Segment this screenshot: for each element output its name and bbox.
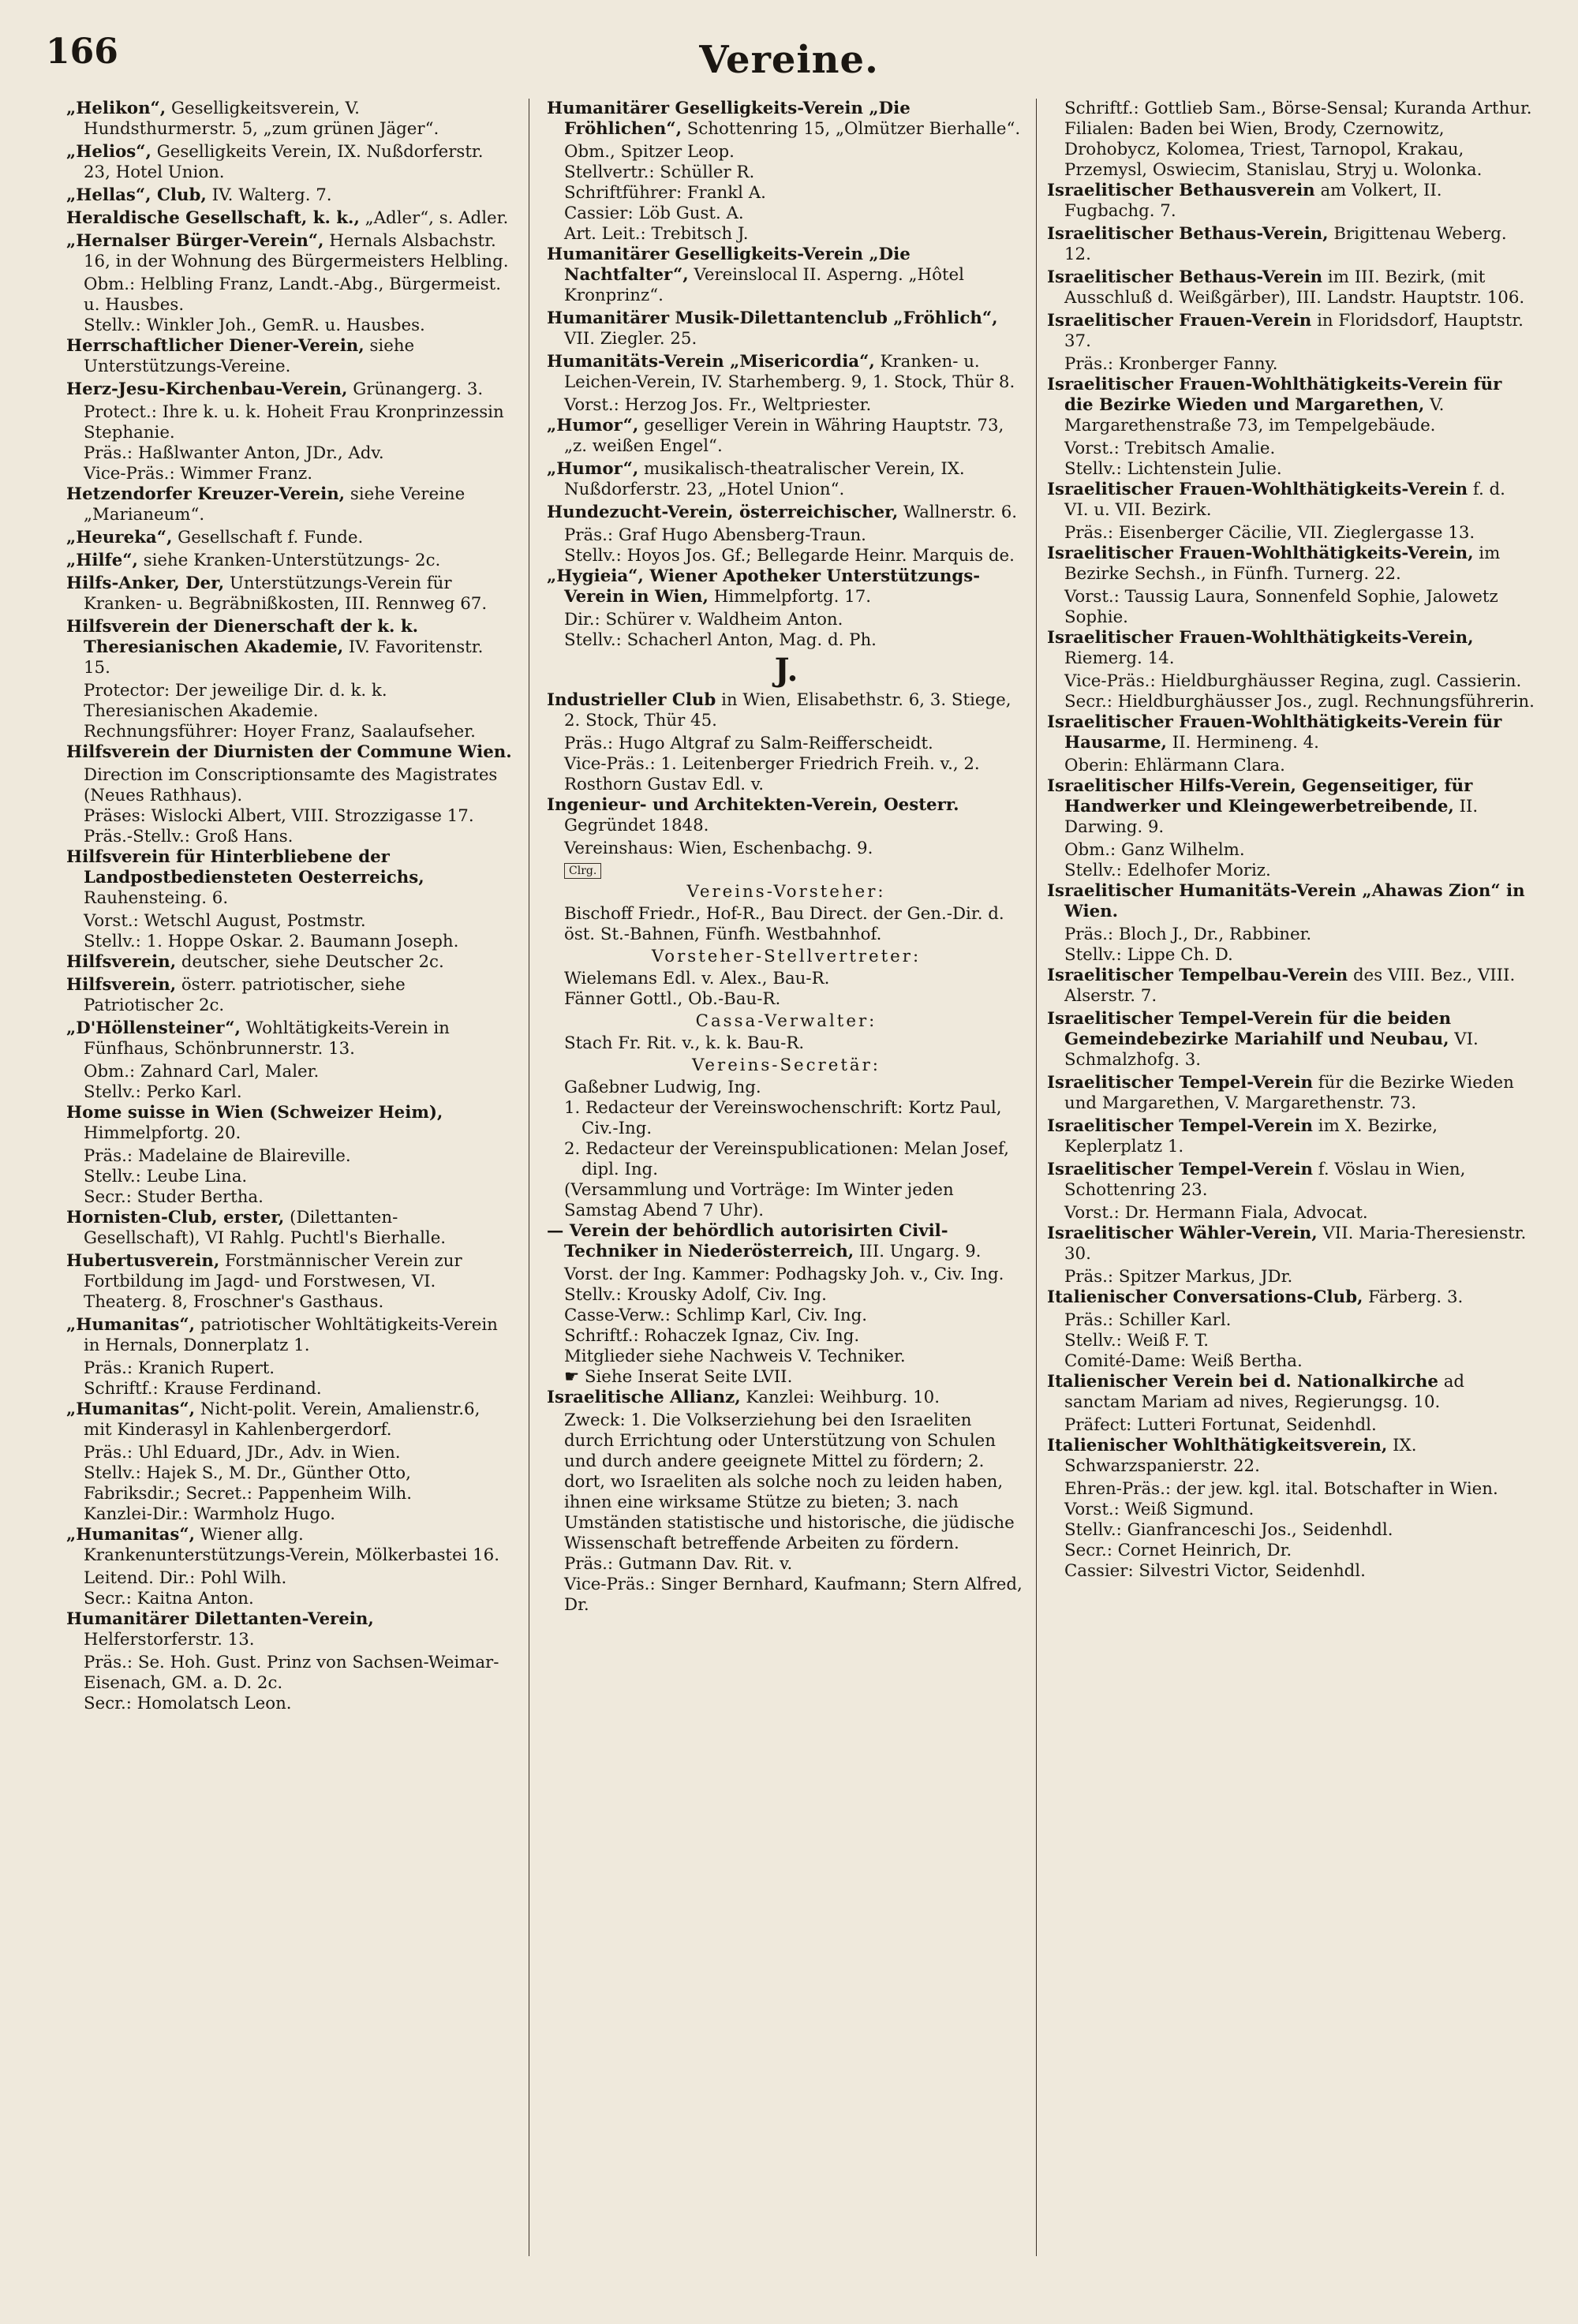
entry-text: f. Vöslau in Wien, Schottenring 23.	[1064, 1160, 1466, 1200]
entry-text: II. Hermineng. 4.	[1166, 733, 1319, 753]
entry-text: für die Bezirke Wieden und Margarethen, V. Margarethenstr. 73.	[1064, 1073, 1514, 1113]
entry-heading: „Hernalser Bürger-Verein“,	[66, 231, 324, 251]
directory-entry	[66, 336, 513, 377]
entry-text: deutscher, siehe Deutscher 2c.	[176, 952, 444, 972]
directory-entry	[547, 416, 1026, 457]
entry-heading: Israelitische Allianz,	[547, 1388, 741, 1407]
directory-entry	[66, 484, 513, 525]
directory-entry	[1047, 267, 1535, 308]
entry-heading: „Humanitas“,	[66, 1525, 196, 1545]
entry-detail: Obm., Spitzer Leop.	[564, 142, 735, 162]
entry-text: im Bezirke Sechsh., in Fünfh. Turnerg. 22.	[1064, 544, 1501, 584]
entry-detail: Oberin: Ehlärmann Clara.	[1064, 756, 1285, 775]
directory-entry	[1047, 480, 1535, 521]
entry-heading: Industrieller Club	[547, 690, 716, 710]
entry-heading: Hetzendorfer Kreuzer-Verein,	[66, 484, 346, 504]
entry-text: V. Margarethenstraße 73, im Tempelgebäude.	[1064, 395, 1445, 435]
directory-entry	[1047, 1073, 1535, 1114]
entry-detail: Präs.: Bloch J., Dr., Rabbiner.	[1064, 925, 1312, 944]
directory-entry	[1047, 1287, 1535, 1308]
entry-detail: Direction im Conscriptionsamte des Magistrates (Neues Rathhaus).	[84, 765, 498, 805]
entry-detail: Stellv.: Gianfranceschi Jos., Seidenhdl.	[1064, 1520, 1393, 1540]
entry-detail: Vorst.: Weiß Sigmund.	[1064, 1500, 1255, 1519]
entry-detail: Gaßebner Ludwig, Ing.	[564, 1078, 761, 1097]
entry-detail: Vice-Präs.: 1. Leitenberger Friedrich Freih. v., 2. Rosthorn Gustav Edl. v.	[564, 754, 980, 794]
entry-heading: „Hilfe“,	[66, 551, 138, 570]
entry-text: „Adler“, s. Adler.	[359, 208, 509, 228]
entry-text: Grünangerg. 3.	[347, 379, 484, 399]
directory-entry	[1047, 776, 1535, 838]
directory-entry	[66, 742, 513, 763]
directory-entry	[66, 1208, 513, 1249]
entry-text: ad sanctam Mariam ad nives, Regierungsg. 10.	[1064, 1372, 1465, 1412]
column-right	[1047, 99, 1535, 2277]
entry-heading: Humanitärer Geselligkeits-Verein „Die Nachtfalter“,	[547, 245, 911, 285]
directory-entry	[547, 795, 1026, 836]
entry-text: Himmelpfortg. 17.	[708, 587, 872, 607]
entry-heading: Humanitärer Dilettanten-Verein,	[66, 1609, 374, 1629]
directory-entry	[1047, 1160, 1535, 1201]
entry-detail: Präs.: Eisenberger Cäcilie, VII. Zieglergasse 13.	[1064, 523, 1475, 543]
page-number: 166	[46, 32, 118, 72]
entry-heading: — Verein der behördlich autorisirten Civil-Techniker in Niederösterreich,	[547, 1221, 948, 1261]
entry-heading: Israelitischer Tempelbau-Verein	[1047, 966, 1348, 985]
entry-detail: Präs.: Graf Hugo Abensberg-Traun.	[564, 525, 866, 545]
directory-entry	[66, 1525, 513, 1566]
entry-detail: Präs.-Stellv.: Groß Hans.	[84, 827, 294, 846]
entry-heading: Hilfsverein,	[66, 975, 177, 995]
entry-heading: Ingenieur- und Architekten-Verein, Oesterr.	[547, 795, 959, 815]
entry-text: Geselligkeitsverein, V. Hundsthurmerstr. 5, „zum grünen Jäger“.	[84, 99, 439, 139]
entry-detail: Stach Fr. Rit. v., k. k. Bau-R.	[564, 1033, 805, 1053]
directory-entry	[547, 459, 1026, 500]
entry-heading: „Humanitas“,	[66, 1399, 196, 1419]
entry-detail: Obm.: Helbling Franz, Landt.-Abg., Bürgermeist. u. Hausbes.	[84, 275, 501, 315]
entry-detail: Protector: Der jeweilige Dir. d. k. k. Theresianischen Akademie.	[84, 681, 387, 721]
entry-heading: Israelitischer Frauen-Wohlthätigkeits-Verein	[1047, 480, 1468, 499]
entry-text: IV. Favoritenstr. 15.	[84, 637, 484, 678]
entry-text: Wohltätigkeits-Verein in Fünfhaus, Schönbrunnerstr. 13.	[84, 1018, 450, 1059]
entry-detail: Präs.: Spitzer Markus, JDr.	[1064, 1267, 1293, 1287]
entry-detail: Vorst.: Wetschl August, Postmstr.	[84, 911, 366, 931]
entry-detail: Zweck: 1. Die Volkserziehung bei den Israeliten durch Errichtung oder Unterstützung von Schulen und durch andere geeignete Mittel zu fördern; 2. dort, wo Israeliten als solche noch zu leiden haben, ihnen eine wirksame Stütze zu bieten; 3. nach Umständen statistische und historische, die jüdische Wissenschaft betreffende Arbeiten zu fördern.	[564, 1410, 1015, 1553]
entry-detail: Vice-Präs.: Hieldburghäusser Regina, zugl. Cassierin. Secr.: Hieldburghäusser Jos., zugl. Rechnungsführerin.	[1064, 671, 1535, 712]
entry-heading: Israelitischer Frauen-Wohlthätigkeits-Verein für die Bezirke Wieden und Margarethen,	[1047, 375, 1502, 415]
directory-entry	[66, 231, 513, 272]
entry-text: Brigittenau Weberg. 12.	[1064, 224, 1507, 264]
directory-entry	[66, 617, 513, 678]
entry-detail: Präs.: Uhl Eduard, JDr., Adv. in Wien.	[84, 1443, 401, 1463]
entry-detail: Vorst.: Dr. Hermann Fiala, Advocat.	[1064, 1203, 1368, 1223]
entry-text: Wallnerstr. 6.	[898, 503, 1018, 522]
directory-entry	[1047, 628, 1535, 669]
entry-detail: Mitglieder siehe Nachweis V. Techniker.	[564, 1347, 906, 1366]
entry-heading: Humanitärer Musik-Dilettantenclub „Fröhlich“,	[547, 308, 998, 328]
entry-text: siehe Kranken-Unterstützungs- 2c.	[137, 551, 441, 570]
entry-text: Himmelpfortg. 20.	[84, 1123, 241, 1143]
entry-text: Gesellschaft f. Funde.	[172, 528, 364, 547]
entry-heading: Hilfsverein für Hinterbliebene der Landpostbediensteten Oesterreichs,	[66, 847, 424, 887]
entry-detail: Stellv.: Krousky Adolf, Civ. Ing.	[564, 1285, 827, 1305]
entry-text: IX. Schwarzspanierstr. 22.	[1064, 1436, 1417, 1476]
entry-detail: Fänner Gottl., Ob.-Bau-R.	[564, 989, 781, 1009]
entry-heading: Israelitischer Wähler-Verein,	[1047, 1224, 1318, 1243]
entry-heading: „Humor“,	[547, 416, 639, 435]
entry-detail: Stellv.: Edelhofer Moriz.	[1064, 861, 1271, 880]
entry-heading: Heraldische Gesellschaft, k. k.,	[66, 208, 360, 228]
directory-entry	[66, 185, 513, 206]
directory-entry	[66, 1399, 513, 1440]
directory-entry	[1047, 881, 1535, 922]
entry-text: Hernals Alsbachstr. 16, in der Wohnung des Bürgermeisters Helbling.	[84, 231, 509, 271]
stamp-label: Clrg.	[564, 863, 601, 879]
entry-detail: Schriftf.: Gottlieb Sam., Börse-Sensal; Kuranda Arthur.	[1064, 99, 1532, 118]
entry-detail: Cassier: Silvestri Victor, Seidenhdl.	[1064, 1561, 1366, 1581]
entry-text: IV. Walterg. 7.	[206, 185, 332, 205]
entry-heading: „Humor“,	[547, 459, 639, 479]
entry-text: VI. Schmalzhofg. 3.	[1064, 1029, 1479, 1070]
entry-detail: Stellv.: Lippe Ch. D.	[1064, 945, 1233, 965]
directory-entry	[66, 1315, 513, 1356]
entry-detail: Stellv.: Lichtenstein Julie.	[1064, 459, 1282, 479]
entry-text: Färberg. 3.	[1363, 1287, 1464, 1307]
directory-entry	[66, 574, 513, 615]
entry-heading: Israelitischer Frauen-Verein	[1047, 311, 1312, 331]
entry-text: im III. Bezirk, (mit Ausschluß d. Weißgärber), III. Landstr. Hauptstr. 106.	[1064, 267, 1525, 308]
entry-detail: Secr.: Cornet Heinrich, Dr.	[1064, 1541, 1292, 1560]
entry-heading: Hornisten-Club, erster,	[66, 1208, 285, 1227]
entry-heading: Italienischer Verein bei d. Nationalkirche	[1047, 1372, 1438, 1392]
entry-heading: Hubertusverein,	[66, 1251, 220, 1271]
entry-detail: Rechnungsführer: Hoyer Franz, Saalaufseher.	[84, 722, 476, 742]
entry-heading: Israelitischer Frauen-Wohlthätigkeits-Verein,	[1047, 544, 1474, 563]
entry-detail: Stellv.: Hajek S., M. Dr., Günther Otto, Fabriksdir.; Secret.: Pappenheim Wilh.	[84, 1463, 413, 1504]
directory-entry	[66, 952, 513, 973]
entry-detail: Casse-Verw.: Schlimp Karl, Civ. Ing.	[564, 1306, 867, 1325]
entry-heading: Israelitischer Frauen-Wohlthätigkeits-Verein für Hausarme,	[1047, 712, 1502, 753]
directory-entry	[547, 245, 1026, 306]
entry-heading: Israelitischer Tempel-Verein für die beiden Gemeindebezirke Mariahilf und Neubau,	[1047, 1009, 1452, 1049]
entry-detail: Vorst.: Trebitsch Amalie.	[1064, 439, 1276, 458]
directory-entry	[66, 1609, 513, 1650]
entry-text: Vereinslocal II. Asperng. „Hôtel Kronprinz“.	[564, 265, 964, 305]
entry-text: siehe Unterstützungs-Vereine.	[84, 336, 415, 376]
entry-text: VII. Maria-Theresienstr. 30.	[1064, 1224, 1527, 1264]
directory-entry	[66, 142, 513, 183]
entry-detail: Stellv.: Leube Lina.	[84, 1167, 248, 1186]
directory-entry	[1047, 1224, 1535, 1265]
entry-detail: Stellv.: Hoyos Jos. Gf.; Bellegarde Heinr. Marquis de.	[564, 546, 1015, 566]
entry-detail: Präs.: Kranich Rupert.	[84, 1358, 275, 1378]
entry-detail: Präs.: Madelaine de Blaireville.	[84, 1146, 351, 1166]
directory-entry	[547, 690, 1026, 731]
entry-detail: Kanzlei-Dir.: Warmholz Hugo.	[84, 1504, 335, 1524]
entry-text: II. Darwing. 9.	[1064, 797, 1479, 837]
directory-entry	[547, 566, 1026, 607]
entry-detail: ☛ Siehe Inserat Seite LVII.	[564, 1367, 793, 1387]
directory-entry	[1047, 181, 1535, 222]
entry-detail: Secr.: Kaitna Anton.	[84, 1589, 254, 1608]
entry-text: Kranken- u. Leichen-Verein, IV. Starhemberg. 9, 1. Stock, Thür 8.	[564, 352, 1015, 392]
entry-heading: „Hygieia“, Wiener Apotheker Unterstützungs-Verein in Wien,	[547, 566, 981, 607]
entry-text: musikalisch-theatralischer Verein, IX. Nußdorferstr. 23, „Hotel Union“.	[564, 459, 965, 499]
entry-text: in Floridsdorf, Hauptstr. 37.	[1064, 311, 1524, 351]
entry-detail: Präs.: Hugo Altgraf zu Salm-Reifferscheidt.	[564, 734, 933, 753]
subheading: Vereins-Vorsteher:	[686, 882, 886, 902]
entry-detail: Präs.: Kronberger Fanny.	[1064, 354, 1278, 374]
entry-detail: Ehren-Präs.: der jew. kgl. ital. Botschafter in Wien.	[1064, 1479, 1498, 1499]
entry-text: f. d. VI. u. VII. Bezirk.	[1064, 480, 1505, 520]
entry-heading: Herrschaftlicher Diener-Verein,	[66, 336, 365, 356]
numbered-line: 1. Redacteur der Vereinswochenschrift: Kortz Paul, Civ.-Ing.	[564, 1098, 1002, 1138]
entry-text: Kanzlei: Weihburg. 10.	[740, 1388, 940, 1407]
entry-text: Unterstützungs-Verein für Kranken- u. Begräbnißkosten, III. Rennweg 67.	[84, 574, 488, 614]
entry-detail: Schriftführer: Frankl A.	[564, 183, 766, 203]
entry-text: Schottenring 15, „Olmützer Bierhalle“.	[682, 119, 1021, 139]
entry-heading: Israelitischer Bethaus-Verein	[1047, 267, 1323, 287]
directory-entry	[66, 1103, 513, 1144]
entry-detail: Präs.: Haßlwanter Anton, JDr., Adv.	[84, 443, 384, 463]
entry-detail: Bischoff Friedr., Hof-R., Bau Direct. der Gen.-Dir. d. öst. St.-Bahnen, Fünfh. Westbahnhof.	[564, 904, 1004, 944]
entry-detail: Leitend. Dir.: Pohl Wilh.	[84, 1568, 287, 1588]
directory-entry	[66, 975, 513, 1016]
entry-detail: Protect.: Ihre k. u. k. Hoheit Frau Kronprinzessin Stephanie.	[84, 402, 504, 443]
entry-detail: Stellv.: Winkler Joh., GemR. u. Hausbes.	[84, 316, 425, 335]
entry-detail: Präs.: Gutmann Dav. Rit. v.	[564, 1554, 793, 1574]
column-left	[66, 99, 513, 2277]
entry-text: siehe Vereine „Marianeum“.	[84, 484, 466, 525]
subheading: Cassa-Verwalter:	[695, 1011, 877, 1031]
entry-text: am Volkert, II. Fugbachg. 7.	[1064, 181, 1442, 221]
entry-text: VII. Ziegler. 25.	[564, 329, 697, 349]
entry-heading: Israelitischer Bethausverein	[1047, 181, 1315, 200]
entry-detail: Vereinshaus: Wien, Eschenbachg. 9.	[564, 839, 873, 858]
entry-detail: Präs.: Se. Hoh. Gust. Prinz von Sachsen-Weimar-Eisenach, GM. a. D. 2c.	[84, 1653, 499, 1693]
entry-heading: Humanitärer Geselligkeits-Verein „Die Fröhlichen“,	[547, 99, 911, 139]
directory-entry	[1047, 966, 1535, 1007]
entry-detail: Vorst.: Herzog Jos. Fr., Weltpriester.	[564, 395, 872, 415]
directory-entry	[66, 528, 513, 548]
directory-entry	[66, 1251, 513, 1313]
directory-entry	[66, 551, 513, 571]
entry-text: Helferstorferstr. 13.	[84, 1630, 255, 1650]
entry-detail: Präses: Wislocki Albert, VIII. Strozzigasse 17.	[84, 806, 474, 826]
entry-detail: Vice-Präs.: Singer Bernhard, Kaufmann; Stern Alfred, Dr.	[564, 1575, 1023, 1615]
entry-heading: Hilfsverein,	[66, 952, 177, 972]
entry-text: Wiener allg. Krankenunterstützungs-Verein, Mölkerbastei 16.	[84, 1525, 500, 1565]
entry-detail: Vorst. der Ing. Kammer: Podhagsky Joh. v., Civ. Ing.	[564, 1265, 1004, 1284]
entry-detail: Schriftf.: Rohaczek Ignaz, Civ. Ing.	[564, 1326, 860, 1346]
entry-heading: Hilfsverein der Dienerschaft der k. k. Theresianischen Akademie,	[66, 617, 419, 657]
entry-text: Nicht-polit. Verein, Amalienstr.6, mit Kinderasyl in Kahlenbergerdorf.	[84, 1399, 481, 1440]
subheading: Vorsteher-Stellvertreter:	[651, 947, 922, 966]
entry-detail: Vorst.: Taussig Laura, Sonnenfeld Sophie, Jalowetz Sophie.	[1064, 587, 1498, 627]
directory-entry	[1047, 544, 1535, 585]
entry-heading: „Helikon“,	[66, 99, 166, 118]
entry-text: des VIII. Bez., VIII. Alserstr. 7.	[1064, 966, 1516, 1006]
directory-entry	[547, 1221, 1026, 1262]
column-divider	[1036, 99, 1037, 2256]
directory-entry	[1047, 224, 1535, 265]
entry-text: patriotischer Wohltätigkeits-Verein in Hernals, Donnerplatz 1.	[84, 1315, 498, 1355]
section-letter: J.	[774, 652, 798, 689]
entry-heading: Israelitischer Tempel-Verein	[1047, 1160, 1314, 1179]
entry-detail: Dir.: Schürer v. Waldheim Anton.	[564, 610, 843, 630]
entry-detail: Obm.: Zahnard Carl, Maler.	[84, 1062, 320, 1082]
entry-heading: Israelitischer Frauen-Wohlthätigkeits-Verein,	[1047, 628, 1474, 648]
entry-heading: „D'Höllensteiner“,	[66, 1018, 241, 1038]
directory-entry	[1047, 311, 1535, 352]
entry-detail: Comité-Dame: Weiß Bertha.	[1064, 1351, 1303, 1371]
entry-detail: Präs.: Schiller Karl.	[1064, 1310, 1232, 1330]
entry-text: Riemerg. 14.	[1064, 648, 1175, 668]
entry-detail: Vice-Präs.: Wimmer Franz.	[84, 464, 313, 484]
directory-entry	[1047, 1436, 1535, 1477]
entry-heading: Hilfs-Anker, Der,	[66, 574, 225, 593]
entry-text: geselliger Verein in Währing Hauptstr. 73, „z. weißen Engel“.	[564, 416, 1004, 456]
entry-heading: Humanitäts-Verein „Misericordia“,	[547, 352, 875, 372]
entry-detail: Stellv.: Weiß F. T.	[1064, 1331, 1209, 1351]
entry-text: im X. Bezirke, Keplerplatz 1.	[1064, 1116, 1438, 1156]
entry-heading: Israelitischer Hilfs-Verein, Gegenseitiger, für Handwerker und Kleingewerbetreibende,	[1047, 776, 1473, 816]
entry-heading: Hilfsverein der Diurnisten der Commune Wien.	[66, 742, 512, 762]
directory-entry	[1047, 1116, 1535, 1157]
directory-entry	[547, 99, 1026, 140]
directory-entry	[66, 847, 513, 909]
directory-entry	[547, 503, 1026, 523]
directory-entry	[66, 379, 513, 400]
entry-heading: Italienischer Conversations-Club,	[1047, 1287, 1363, 1307]
directory-entry	[66, 1018, 513, 1059]
page-title: Vereine.	[699, 38, 879, 82]
subheading: Vereins-Secretär:	[692, 1056, 881, 1075]
entry-detail: Secr.: Studer Bertha.	[84, 1187, 264, 1207]
entry-heading: Hundezucht-Verein, österreichischer,	[547, 503, 899, 522]
entry-detail: Präfect: Lutteri Fortunat, Seidenhdl.	[1064, 1415, 1377, 1435]
entry-heading: Israelitischer Humanitäts-Verein „Ahawas Zion“ in Wien.	[1047, 881, 1525, 921]
directory-entry	[547, 308, 1026, 349]
entry-text: in Wien, Elisabethstr. 6, 3. Stiege, 2. Stock, Thür 45.	[564, 690, 1011, 730]
entry-text: Forstmännischer Verein zur Fortbildung im Jagd- und Forstwesen, VI. Theaterg. 8, Froschner's Gasthaus.	[84, 1251, 462, 1312]
entry-detail: Stellv.: Schacherl Anton, Mag. d. Ph.	[564, 630, 877, 650]
directory-entry	[66, 208, 513, 229]
directory-entry	[66, 99, 513, 140]
entry-detail: Secr.: Homolatsch Leon.	[84, 1694, 292, 1713]
entry-detail: Cassier: Löb Gust. A.	[564, 204, 744, 223]
entry-heading: Israelitischer Bethaus-Verein,	[1047, 224, 1329, 244]
directory-entry	[547, 352, 1026, 393]
directory-entry	[1047, 712, 1535, 753]
directory-entry	[1047, 375, 1535, 436]
column-middle	[547, 99, 1026, 2277]
entry-text: Geselligkeits Verein, IX. Nußdorferstr. 23, Hotel Union.	[84, 142, 484, 182]
entry-detail: Filialen: Baden bei Wien, Brody, Czernowitz, Drohobycz, Kolomea, Triest, Tarnopol, Krakau, Przemysl, Oswiecim, Stanislau, Stryj u. Wolonka.	[1064, 119, 1483, 180]
entry-heading: „Helios“,	[66, 142, 151, 162]
entry-heading: „Hellas“, Club,	[66, 185, 207, 205]
directory-entry	[1047, 1009, 1535, 1070]
entry-heading: „Humanitas“,	[66, 1315, 196, 1335]
entry-detail: Stellv.: Perko Karl.	[84, 1082, 242, 1102]
entry-text: (Dilettanten-Gesellschaft), VI Rahlg. Puchtl's Bierhalle.	[84, 1208, 447, 1248]
entry-heading: Israelitischer Tempel-Verein	[1047, 1073, 1314, 1093]
directory-entry	[1047, 1372, 1535, 1413]
entry-text: Gegründet 1848.	[564, 816, 709, 835]
entry-text: Rauhensteing. 6.	[84, 888, 229, 908]
entry-detail: Schriftf.: Krause Ferdinand.	[84, 1379, 322, 1399]
entry-detail: Stellvertr.: Schüller R.	[564, 163, 755, 182]
entry-detail: Obm.: Ganz Wilhelm.	[1064, 840, 1245, 860]
entry-text: III. Ungarg. 9.	[854, 1242, 982, 1261]
stamp-box	[547, 859, 1026, 880]
entry-detail: Wielemans Edl. v. Alex., Bau-R.	[564, 969, 830, 988]
entry-text: österr. patriotischer, siehe Patriotischer 2c.	[84, 975, 406, 1015]
numbered-line: 2. Redacteur der Vereinspublicationen: Melan Josef, dipl. Ing.	[564, 1139, 1009, 1179]
entry-detail: Stellv.: 1. Hoppe Oskar. 2. Baumann Joseph.	[84, 932, 459, 951]
entry-detail: Art. Leit.: Trebitsch J.	[564, 224, 749, 244]
entry-heading: Italienischer Wohlthätigkeitsverein,	[1047, 1436, 1388, 1455]
directory-entry	[547, 1388, 1026, 1408]
entry-heading: Israelitischer Tempel-Verein	[1047, 1116, 1314, 1136]
entry-detail: (Versammlung und Vorträge: Im Winter jeden Samstag Abend 7 Uhr).	[564, 1180, 954, 1220]
entry-heading: „Heureka“,	[66, 528, 173, 547]
entry-heading: Home suisse in Wien (Schweizer Heim),	[66, 1103, 443, 1123]
entry-heading: Herz-Jesu-Kirchenbau-Verein,	[66, 379, 348, 399]
